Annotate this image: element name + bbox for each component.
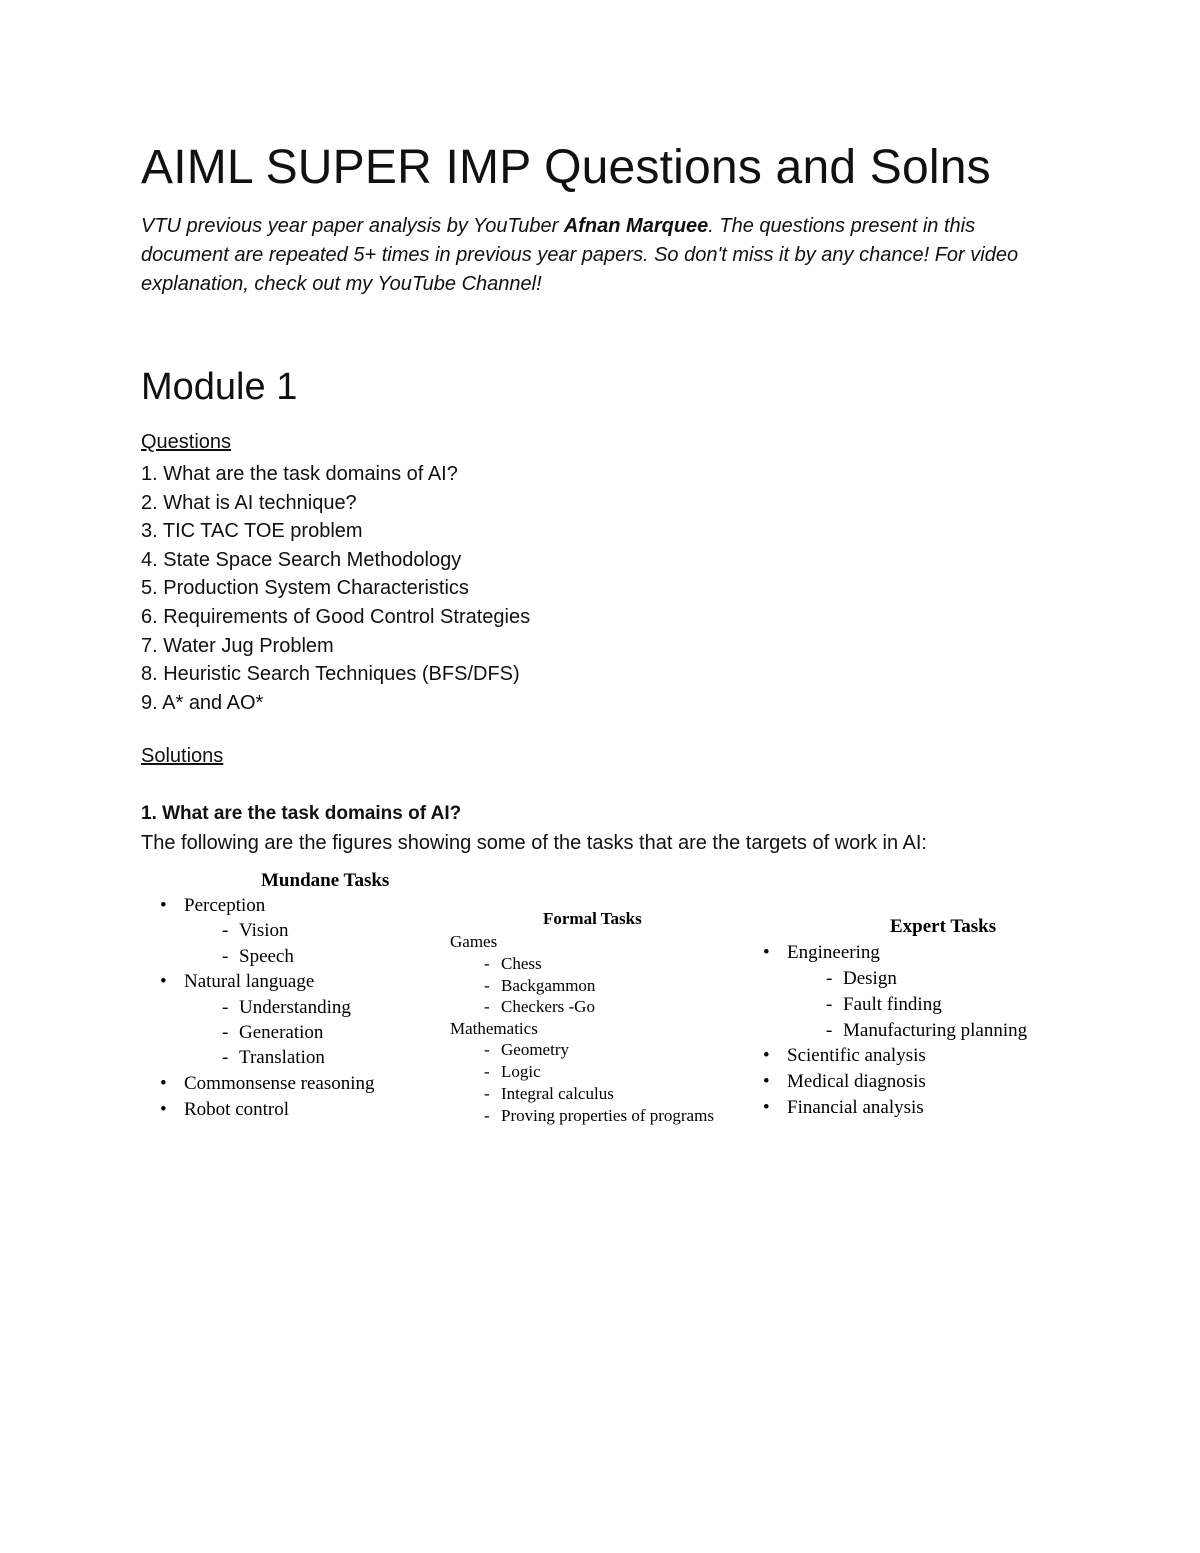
expert-item: • Engineering: [787, 942, 880, 964]
question-item: 9. A* and AO*: [141, 691, 264, 714]
formal-math-item: - Integral calculus: [501, 1084, 614, 1104]
formal-math-item: - Proving properties of programs: [501, 1106, 714, 1126]
mundane-subitem: - Speech: [239, 946, 294, 968]
question-item: 1. What are the task domains of AI?: [141, 463, 458, 485]
mundane-item: • Perception: [184, 895, 265, 917]
question-item: 4. State Space Search Methodology: [141, 548, 462, 571]
question-item: 7. Water Jug Problem: [141, 634, 334, 657]
question-item: 3. TIC TAC TOE problem: [141, 520, 363, 543]
mundane-item: • Commonsense reasoning: [184, 1073, 375, 1095]
questions-label: Questions: [141, 431, 232, 453]
mundane-tasks-title: Mundane Tasks: [261, 870, 390, 891]
formal-game-item: - Checkers -Go: [501, 997, 595, 1017]
intro-author: Afnan Marquee: [563, 215, 709, 237]
formal-game-item: - Chess: [501, 954, 542, 974]
solutions-label: Solutions: [141, 745, 224, 767]
formal-math-item: - Geometry: [501, 1040, 569, 1060]
solution-heading: 1. What are the task domains of AI?: [141, 803, 462, 824]
expert-subitem: - Manufacturing planning: [843, 1020, 1027, 1042]
question-item: 6. Requirements of Good Control Strategies: [141, 605, 531, 628]
expert-item: • Medical diagnosis: [787, 1071, 926, 1093]
question-item: 2. What is AI technique?: [141, 491, 357, 514]
formal-math-label: Mathematics: [450, 1019, 538, 1038]
expert-tasks-title: Expert Tasks: [890, 916, 997, 937]
mundane-subitem: - Understanding: [239, 997, 351, 1019]
formal-tasks-title: Formal Tasks: [543, 909, 642, 928]
mundane-item: • Natural language: [184, 971, 314, 993]
module-title: Module 1: [141, 366, 298, 408]
question-item: 8. Heuristic Search Techniques (BFS/DFS): [141, 663, 520, 686]
question-item: 5. Production System Characteristics: [141, 577, 469, 600]
mundane-subitem: - Vision: [239, 920, 289, 942]
intro-text-part1: VTU previous year paper analysis by YouTuber: [141, 215, 564, 237]
expert-item: • Scientific analysis: [787, 1045, 926, 1067]
formal-math-item: - Logic: [501, 1062, 541, 1082]
expert-subitem: - Fault finding: [843, 994, 942, 1016]
expert-subitem: - Design: [843, 968, 897, 990]
intro-paragraph: [141, 212, 1061, 299]
formal-games-label: Games: [450, 932, 498, 951]
mundane-subitem: - Generation: [239, 1022, 323, 1044]
document-title: AIML SUPER IMP Questions and Solns: [141, 141, 991, 194]
questions-list: [141, 460, 530, 717]
solution-text: The following are the figures showing some of the tasks that are the targets of work in AI:: [141, 832, 927, 854]
mundane-item: • Robot control: [184, 1099, 289, 1121]
expert-item: • Financial analysis: [787, 1097, 924, 1119]
intro-text-part2: . The questions present in this document are repeated 5+ times in previous year papers. So don't miss it by any chance! For video explanation, check out my YouTube Channel!: [141, 215, 1019, 295]
formal-game-item: - Backgammon: [501, 976, 595, 996]
mundane-subitem: - Translation: [239, 1047, 325, 1069]
